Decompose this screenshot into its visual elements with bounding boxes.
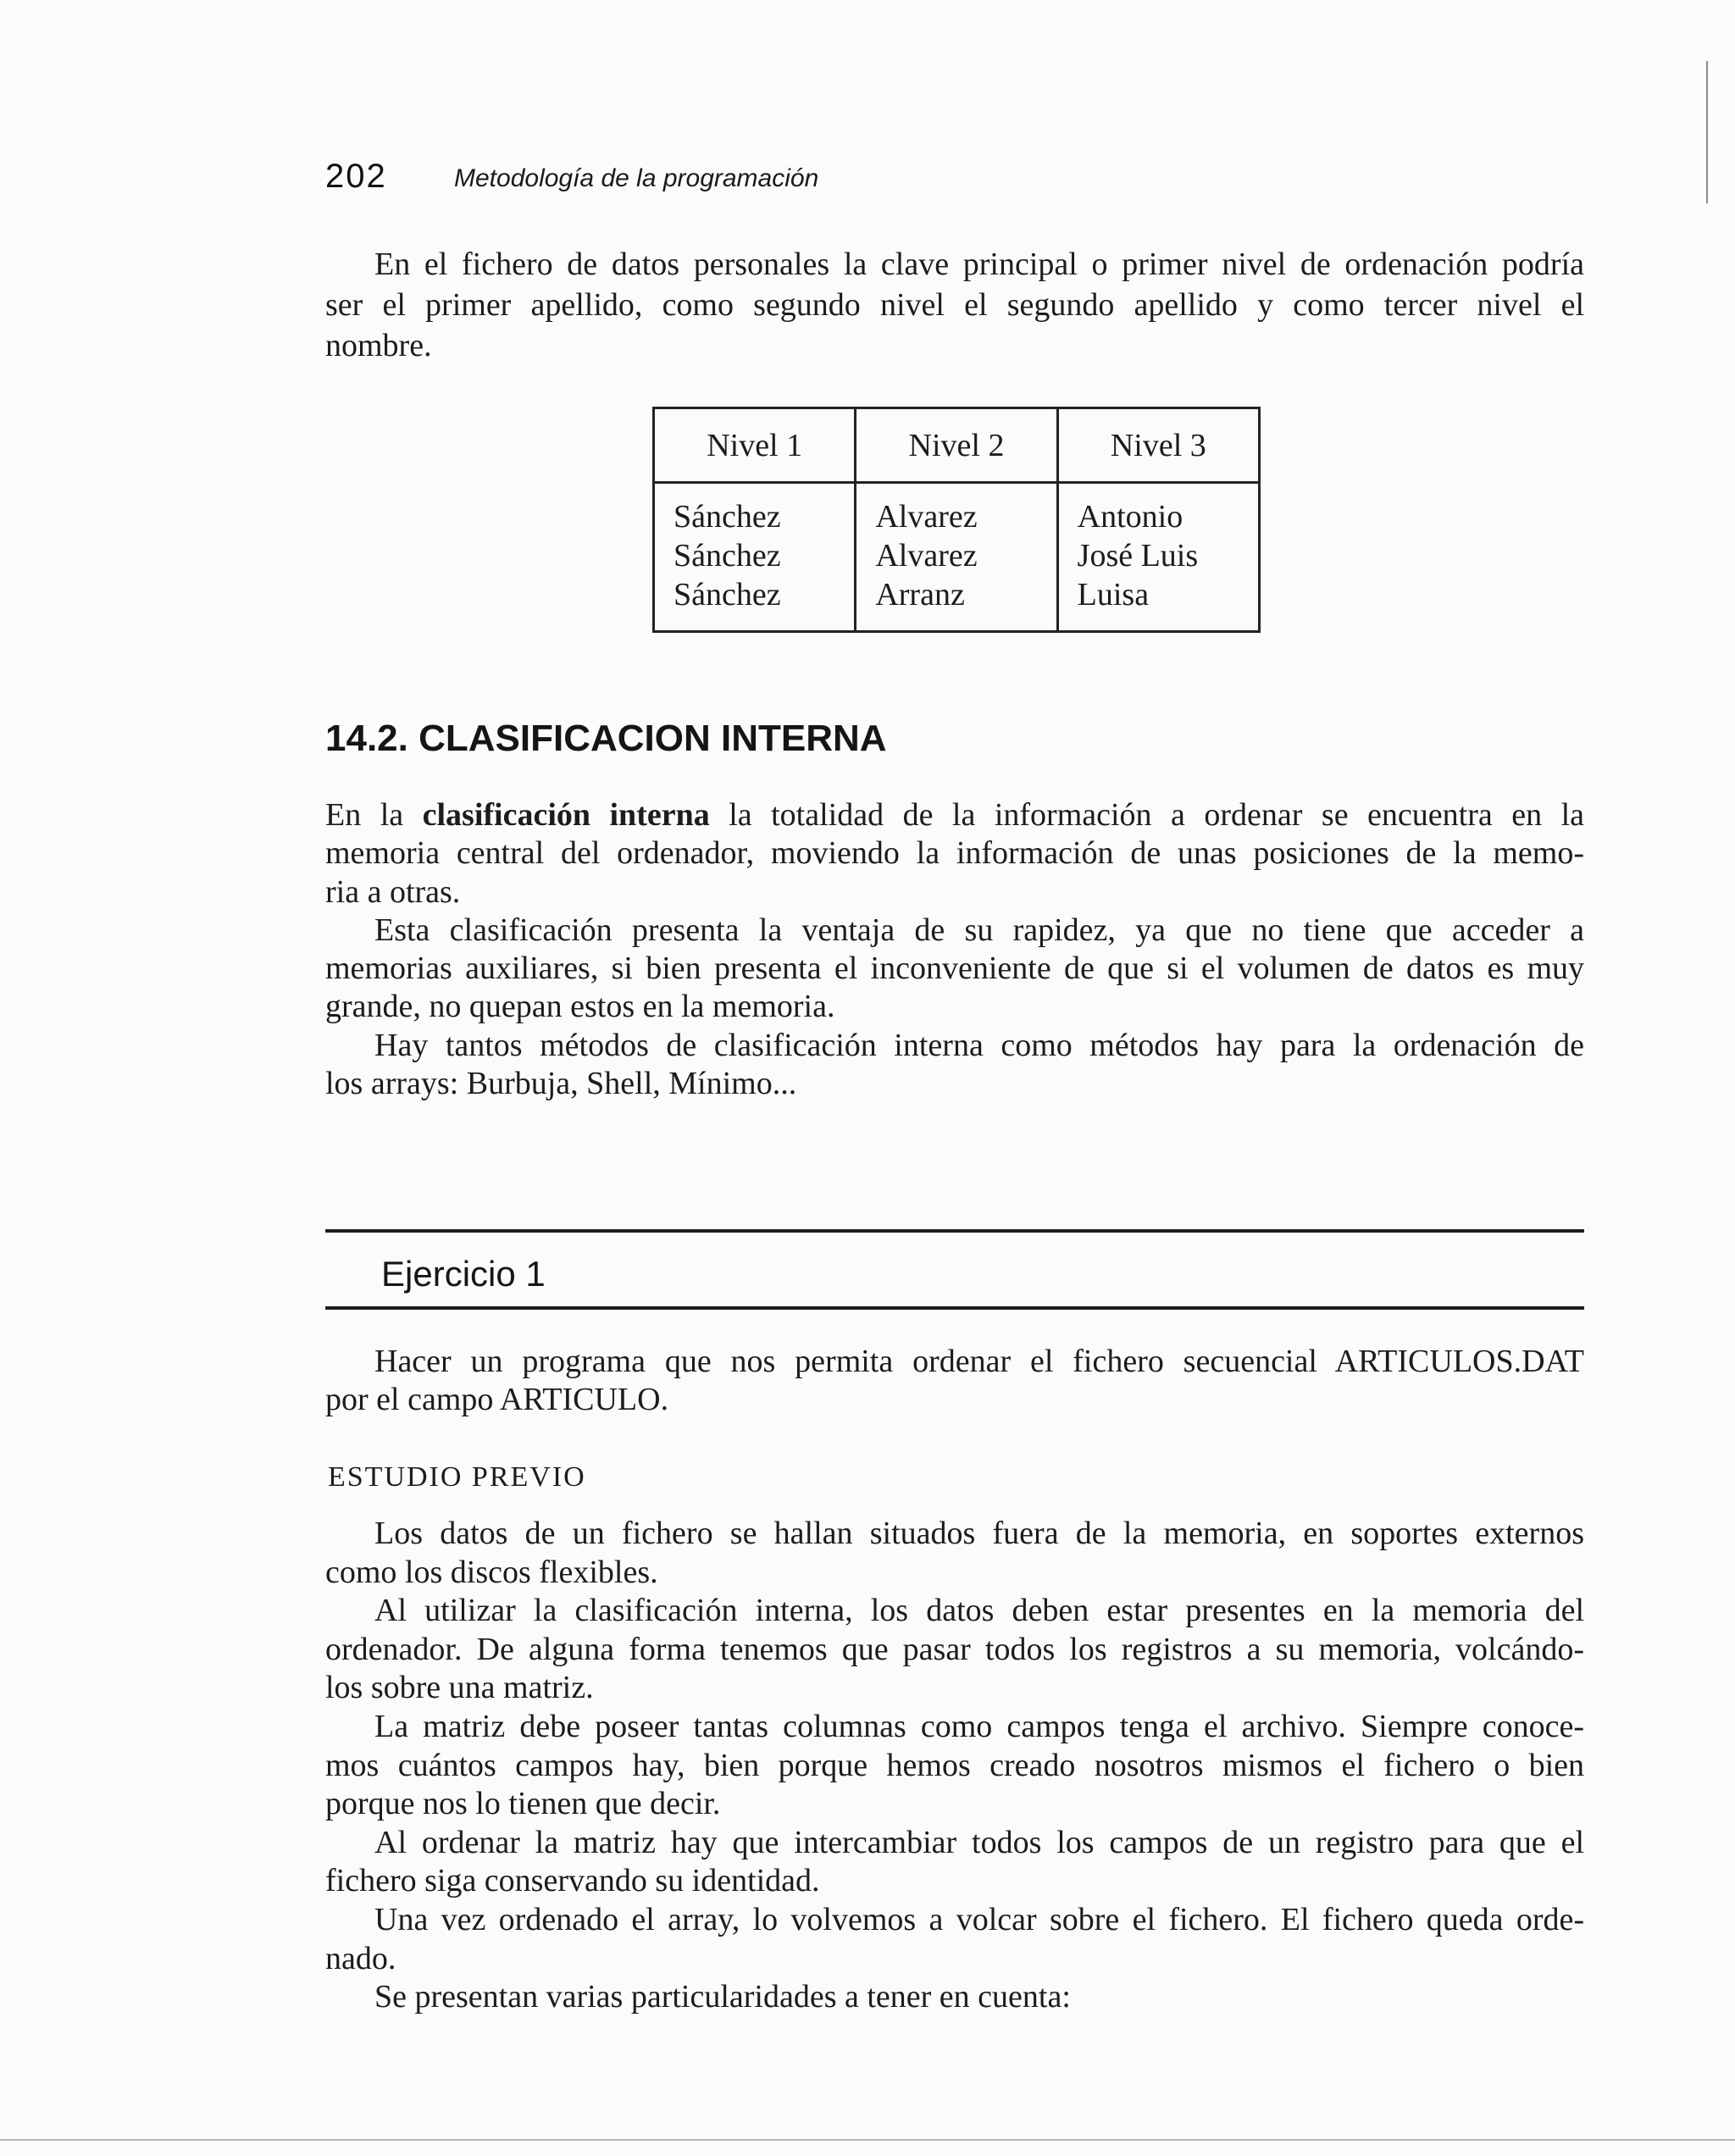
text-line: nombre. <box>325 328 432 363</box>
section-heading: 14.2. CLASIFICACION INTERNA <box>325 718 887 759</box>
text-line: memoria central del ordenador, moviendo la información de unas posiciones de la memo- <box>325 835 1584 872</box>
text-line: Una vez ordenado el array, lo volvemos a volcar sobre el fichero. El fichero queda orde- <box>374 1901 1584 1937</box>
text-line: memorias auxiliares, si bien presenta el inconveniente de que si el volumen de datos es muy <box>325 951 1584 987</box>
text-line: como los discos flexibles. <box>325 1554 658 1590</box>
table-cell: Arranz <box>875 577 965 612</box>
text-run: En la <box>325 797 423 833</box>
table-header-cell: Nivel 3 <box>1059 409 1258 484</box>
text-line: ser el primer apellido, como segundo nivel el segundo apellido y como tercer nivel el <box>325 287 1584 323</box>
table-body-cell <box>856 484 1056 614</box>
table-cell: Sánchez <box>673 577 781 612</box>
bold-term: clasificación interna <box>422 797 710 833</box>
text-line: Al utilizar la clasificación interna, los datos deben estar presentes en la memoria del <box>374 1593 1584 1629</box>
table-cell: Sánchez <box>673 538 781 574</box>
table-column <box>1056 409 1258 630</box>
table-cell: Sánchez <box>673 499 781 535</box>
text-line: los arrays: Burbuja, Shell, Mínimo... <box>325 1066 797 1102</box>
table-cell: Alvarez <box>875 538 978 574</box>
text-line: Hay tantos métodos de clasificación interna como métodos hay para la ordenación de <box>374 1027 1584 1063</box>
table-cell: Antonio <box>1077 499 1183 535</box>
text-line: Al ordenar la matriz hay que intercambiar todos los campos de un registro para que el <box>374 1824 1584 1860</box>
text-line: ordenador. De alguna forma tenemos que pasar todos los registros a su memoria, volcándo- <box>325 1631 1584 1667</box>
text-line: por el campo ARTICULO. <box>325 1382 669 1417</box>
table-cell: Luisa <box>1077 577 1150 612</box>
text-line: grande, no quepan estos en la memoria. <box>325 989 835 1025</box>
table-cell: Alvarez <box>875 499 978 535</box>
exercise-bottom-rule <box>325 1306 1584 1310</box>
table-header-cell: Nivel 2 <box>856 409 1056 484</box>
text-line: Se presentan varias particularidades a tener en cuenta: <box>374 1979 1071 2015</box>
table-column <box>655 409 854 630</box>
table-cell: José Luis <box>1077 538 1199 574</box>
text-line: La matriz debe poseer tantas columnas como campos tenga el archivo. Siempre conoce- <box>374 1708 1584 1744</box>
text-line: porque nos lo tienen que decir. <box>325 1786 721 1822</box>
table-body-cell <box>1059 484 1258 614</box>
text-line: Hacer un programa que nos permita ordenar el fichero secuencial ARTICULOS.DAT <box>374 1344 1584 1379</box>
section-paragraphs <box>325 796 1584 1103</box>
table-column <box>854 409 1056 630</box>
running-header-title: Metodología de la programación <box>454 164 819 192</box>
study-heading: ESTUDIO PREVIO <box>328 1461 586 1493</box>
scan-edge-line <box>0 2139 1735 2141</box>
text-line: fichero siga conservando su identidad. <box>325 1863 820 1899</box>
exercise-top-rule <box>325 1229 1584 1233</box>
text-line: Esta clasificación presenta la ventaja de su rapidez, ya que no tiene que acceder a <box>374 912 1584 948</box>
table-header-cell: Nivel 1 <box>655 409 854 484</box>
sort-levels-table <box>652 407 1261 633</box>
text-line: nado. <box>325 1940 396 1976</box>
text-line: Los datos de un fichero se hallan situados fuera de la memoria, en soportes externos <box>374 1516 1584 1551</box>
text-line <box>325 796 1584 834</box>
table-body-cell <box>655 484 854 614</box>
text-run: la totalidad de la información a ordenar se encuentra en la <box>709 797 1584 833</box>
page-number: 202 <box>325 158 387 195</box>
exercise-title: Ejercicio 1 <box>381 1254 546 1294</box>
text-line: mos cuántos campos hay, bien porque hemos creado nosotros mismos el fichero o bien <box>325 1747 1584 1783</box>
intro-paragraph <box>325 244 1584 366</box>
text-line: los sobre una matriz. <box>325 1670 594 1706</box>
scan-edge-line <box>1706 61 1708 203</box>
text-line: En el fichero de datos personales la clave principal o primer nivel de ordenación podría <box>374 247 1584 282</box>
exercise-statement <box>325 1343 1584 1419</box>
study-paragraphs <box>325 1515 1584 2017</box>
text-line: ria a otras. <box>325 873 461 910</box>
